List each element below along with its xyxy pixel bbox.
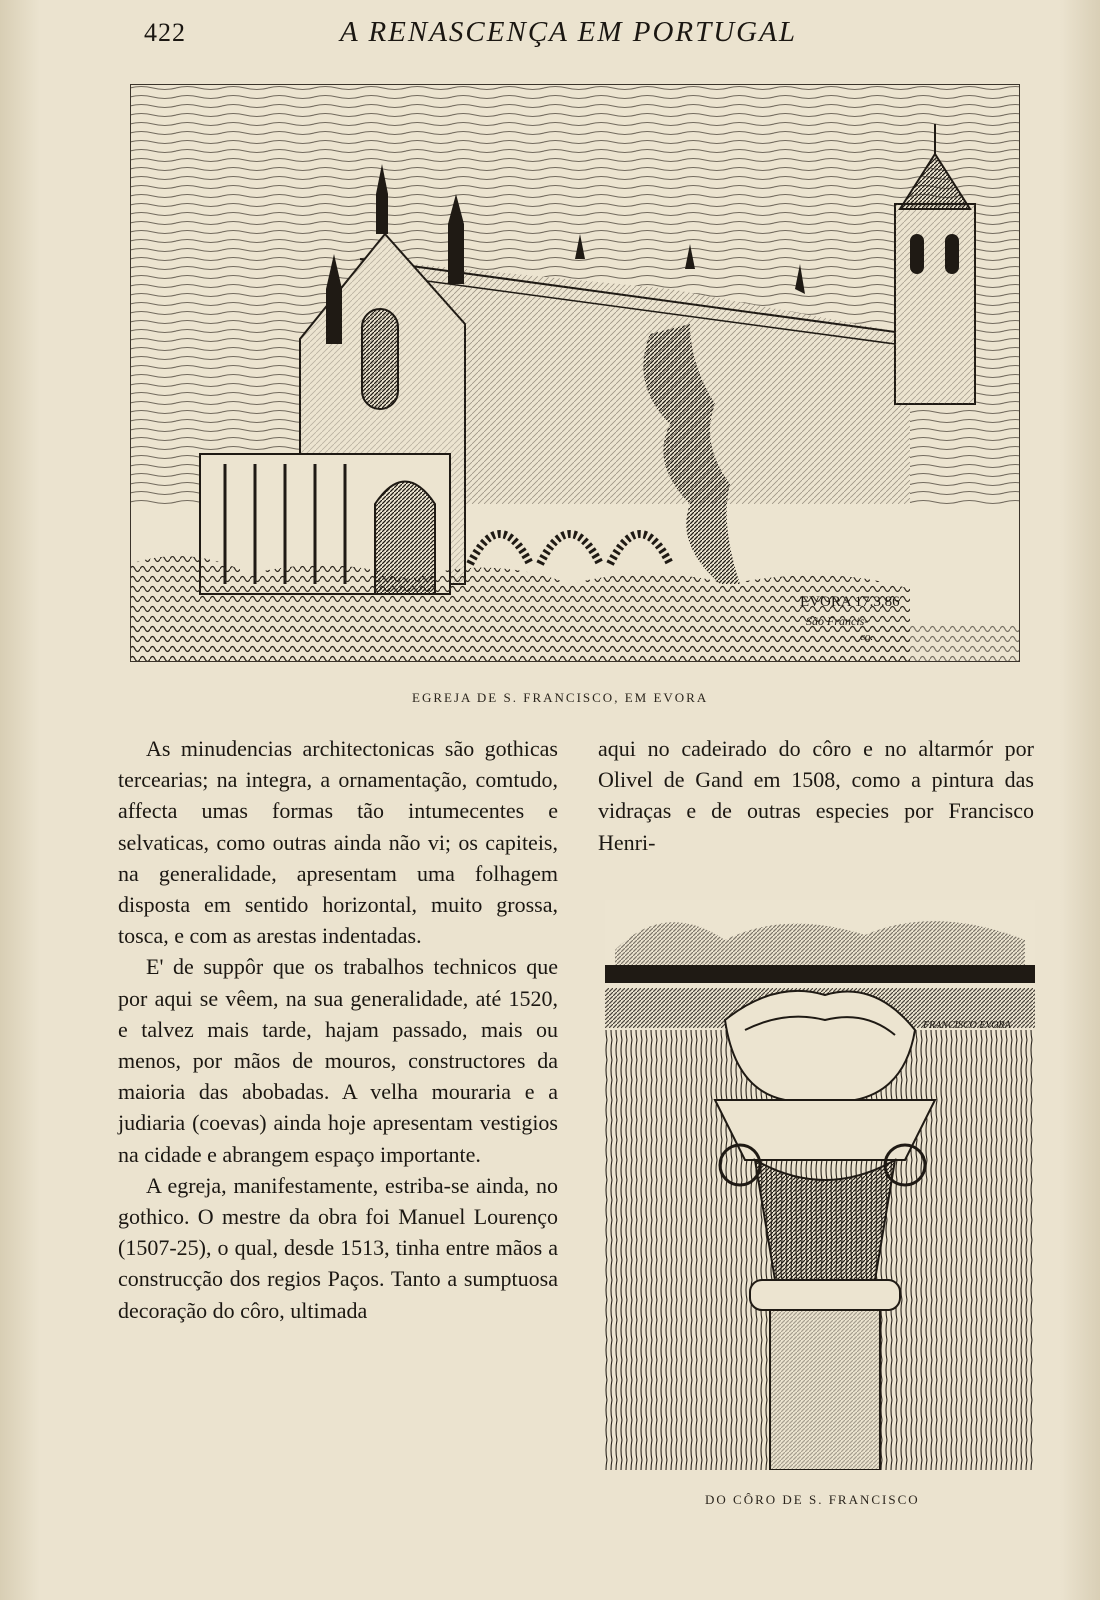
paragraph: As minudencias architectonicas são gothicas tercearias; na integra, a ornamentação, comtudo, affecta umas formas tão intumecentes e selvaticas, como outras ainda não vi; os capiteis, na generalidade, apresentam uma folhagem disposta em sentido horizontal, muito grossa, tosca, e com as arestas indentadas. xyxy=(118,736,558,949)
capital-inscription: FRANCISCO EVORA xyxy=(923,1020,1011,1031)
engraving-inscription-line1: EVORA 17.3.86 xyxy=(800,594,900,610)
church-caption: EGREJA DE S. FRANCISCO, EM EVORA xyxy=(412,690,709,705)
church-engraving xyxy=(130,84,1020,662)
capital-engraving xyxy=(605,900,1035,1470)
paragraph: aqui no cadeirado do côro e no altarmór por Olivel de Gand em 1508, como a pintura das vidraças e de outras especies por Francisco Henri- xyxy=(598,736,1034,855)
paragraph: E' de suppôr que os trabalhos technicos que por aqui se vêem, na sua generalidade, até 1520, e talvez mais tarde, hajam passado, mais ou menos, por mãos de mouros, constructores da maioria das abobadas. A velha mouraria e a judiaria (coevas) ainda hoje apresentam vestigios na cidade e abrangem espaço importante. xyxy=(118,954,558,1167)
text-column-right xyxy=(598,733,1034,858)
page-number: 422 xyxy=(144,18,186,47)
text-column-left xyxy=(118,733,558,1326)
paragraph: A egreja, manifestamente, estriba-se ainda, no gothico. O mestre da obra foi Manuel Lourenço (1507-25), o qual, desde 1513, tinha entre mãos a construcção dos regios Paços. Tanto a sumptuosa decoração do côro, ultimada xyxy=(118,1172,558,1323)
running-title: A RENASCENÇA EM PORTUGAL xyxy=(340,16,797,48)
engraving-inscription-line2: São Francis- xyxy=(806,614,869,628)
engraving-inscription-line3: co. xyxy=(860,631,874,643)
church-engraving-drawing xyxy=(130,84,1020,662)
capital-engraving-drawing xyxy=(605,900,1035,1470)
capital-caption: DO CÔRO DE S. FRANCISCO xyxy=(705,1492,920,1507)
